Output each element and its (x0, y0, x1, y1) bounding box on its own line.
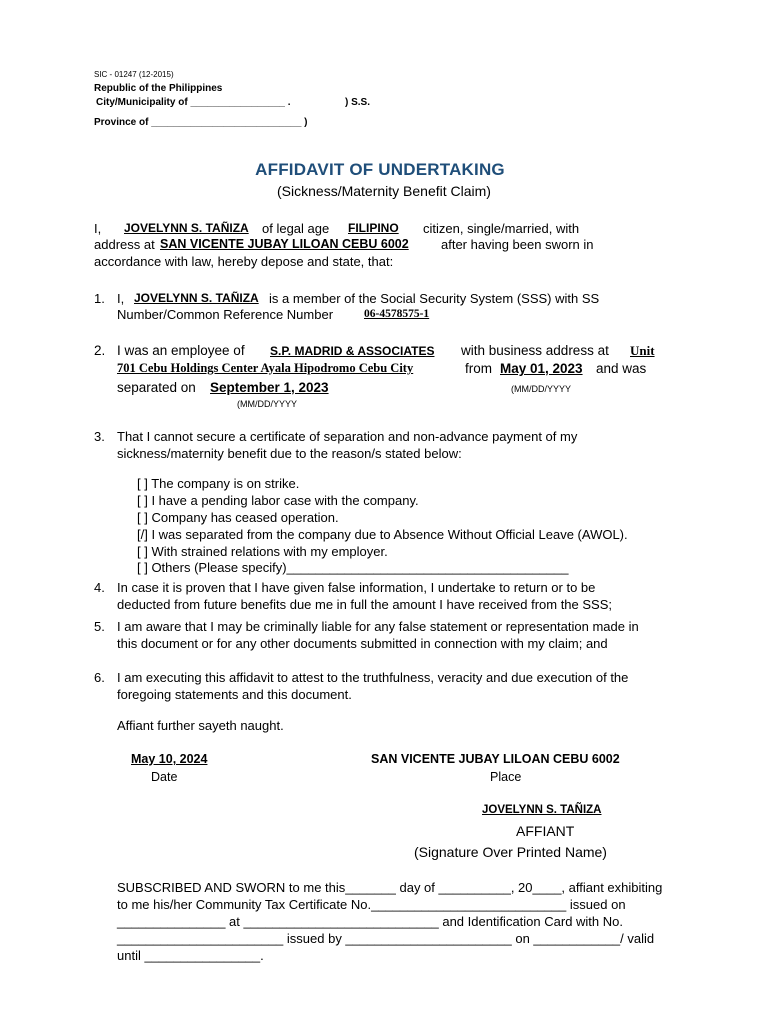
item6-line2: foregoing statements and this document. (117, 687, 352, 702)
republic-line: Republic of the Philippines (94, 83, 223, 94)
intro-after-sworn: after having been sworn in (441, 237, 594, 252)
affiant-address: SAN VICENTE JUBAY LILOAN CEBU 6002 (160, 237, 409, 251)
date-format-below: (MM/DD/YYYY (237, 399, 298, 409)
item2-from: from (465, 361, 492, 376)
execution-date: May 10, 2024 (131, 752, 208, 766)
employer-address-part1: Unit (630, 343, 655, 358)
item2-number: 2. (94, 343, 106, 358)
option-strike: [ ] The company is on strike. (137, 476, 300, 491)
item6-line1: I am executing this affidavit to attest to the truthfulness, veracity and due execution of the (117, 670, 629, 685)
intro-line3: accordance with law, hereby depose and state, that: (94, 254, 394, 269)
separation-date: September 1, 2023 (210, 380, 329, 395)
intro-legal-age: of legal age (262, 221, 330, 236)
employer-name: S.P. MADRID & ASSOCIATES (270, 344, 435, 358)
item2-and-was: and was (596, 361, 647, 376)
option-ceased-operation: [ ] Company has ceased operation. (137, 510, 339, 525)
date-label: Date (151, 770, 178, 784)
affiant-name-item1: JOVELYNN S. TAÑIZA (134, 291, 259, 305)
execution-place: SAN VICENTE JUBAY LILOAN CEBU 6002 (371, 752, 620, 766)
item4-line2: deducted from future benefits due me in full the amount I have received from the SSS; (117, 597, 612, 612)
jurat-line4: _______________________ issued by _______________________ on ____________/ valid (117, 931, 655, 946)
ss-number: 06-4578575-1 (364, 308, 430, 320)
signature-note: (Signature Over Printed Name) (414, 844, 607, 860)
item3-line1: That I cannot secure a certificate of separation and non-advance payment of my (117, 429, 578, 444)
affiant-name-intro: JOVELYNN S. TAÑIZA (124, 221, 249, 235)
option-strained-relations: [ ] With strained relations with my employer. (137, 544, 388, 559)
document-subtitle: (Sickness/Maternity Benefit Claim) (277, 183, 491, 199)
document-title: AFFIDAVIT OF UNDERTAKING (255, 160, 505, 179)
ss-label: ) S.S. (345, 97, 371, 108)
item2-employee-text: I was an employee of (117, 343, 245, 358)
affiant-sayeth: Affiant further sayeth naught. (117, 718, 284, 733)
city-line: City/Municipality of _________________ . (96, 97, 291, 108)
item6-number: 6. (94, 670, 105, 685)
employer-address-part2: 701 Cebu Holdings Center Ayala Hipodromo Cebu City (117, 361, 414, 375)
intro-citizen-rest: citizen, single/married, with (423, 221, 580, 236)
item3-line2: sickness/maternity benefit due to the reason/s stated below: (117, 446, 462, 461)
jurat-line3: _______________ at ___________________________ and Identification Card with No. (117, 914, 623, 929)
affiant-label: AFFIANT (516, 823, 575, 839)
item4-line1: In case it is proven that I have given false information, I undertake to return or to be (117, 580, 596, 595)
item2-business-address-text: with business address at (461, 343, 609, 358)
option-others: [ ] Others (Please specify)_______________________________________ (137, 560, 569, 575)
date-format-right: (MM/DD/YYYY (511, 384, 572, 394)
jurat-line2: to me his/her Community Tax Certificate No.___________________________ issued on (117, 897, 626, 912)
item5-line2: this document or for any other documents submitted in connection with my claim; and (117, 636, 608, 651)
form-code: SIC - 01247 (12-2015) (94, 70, 174, 79)
intro-address-at: address at (94, 237, 155, 252)
province-line: Province of ___________________________ ) (94, 117, 308, 128)
place-label: Place (490, 770, 522, 784)
citizenship: FILIPINO (348, 221, 399, 235)
option-labor-case: [ ] I have a pending labor case with the company. (137, 493, 419, 508)
item5-line1: I am aware that I may be criminally liable for any false statement or representation made in (117, 619, 639, 634)
item3-number: 3. (94, 429, 105, 444)
item1-number: 1. (94, 291, 105, 306)
item2-separated-on: separated on (117, 380, 196, 395)
jurat-line5: until ________________. (117, 948, 264, 963)
jurat-line1: SUBSCRIBED AND SWORN to me this_______ day of __________, 20____, affiant exhibiting (117, 880, 663, 895)
employment-start-date: May 01, 2023 (500, 361, 583, 376)
item1-line2: Number/Common Reference Number (117, 307, 334, 322)
item1-i: I, (117, 291, 125, 306)
intro-i: I, (94, 221, 102, 236)
affiant-signature-name: JOVELYNN S. TAÑIZA (482, 804, 602, 816)
item1-rest: is a member of the Social Security System (SSS) with SS (269, 291, 600, 306)
item5-number: 5. (94, 619, 105, 634)
option-awol-checked: [/] I was separated from the company due to Absence Without Official Leave (AWOL). (137, 527, 628, 542)
item4-number: 4. (94, 580, 105, 595)
